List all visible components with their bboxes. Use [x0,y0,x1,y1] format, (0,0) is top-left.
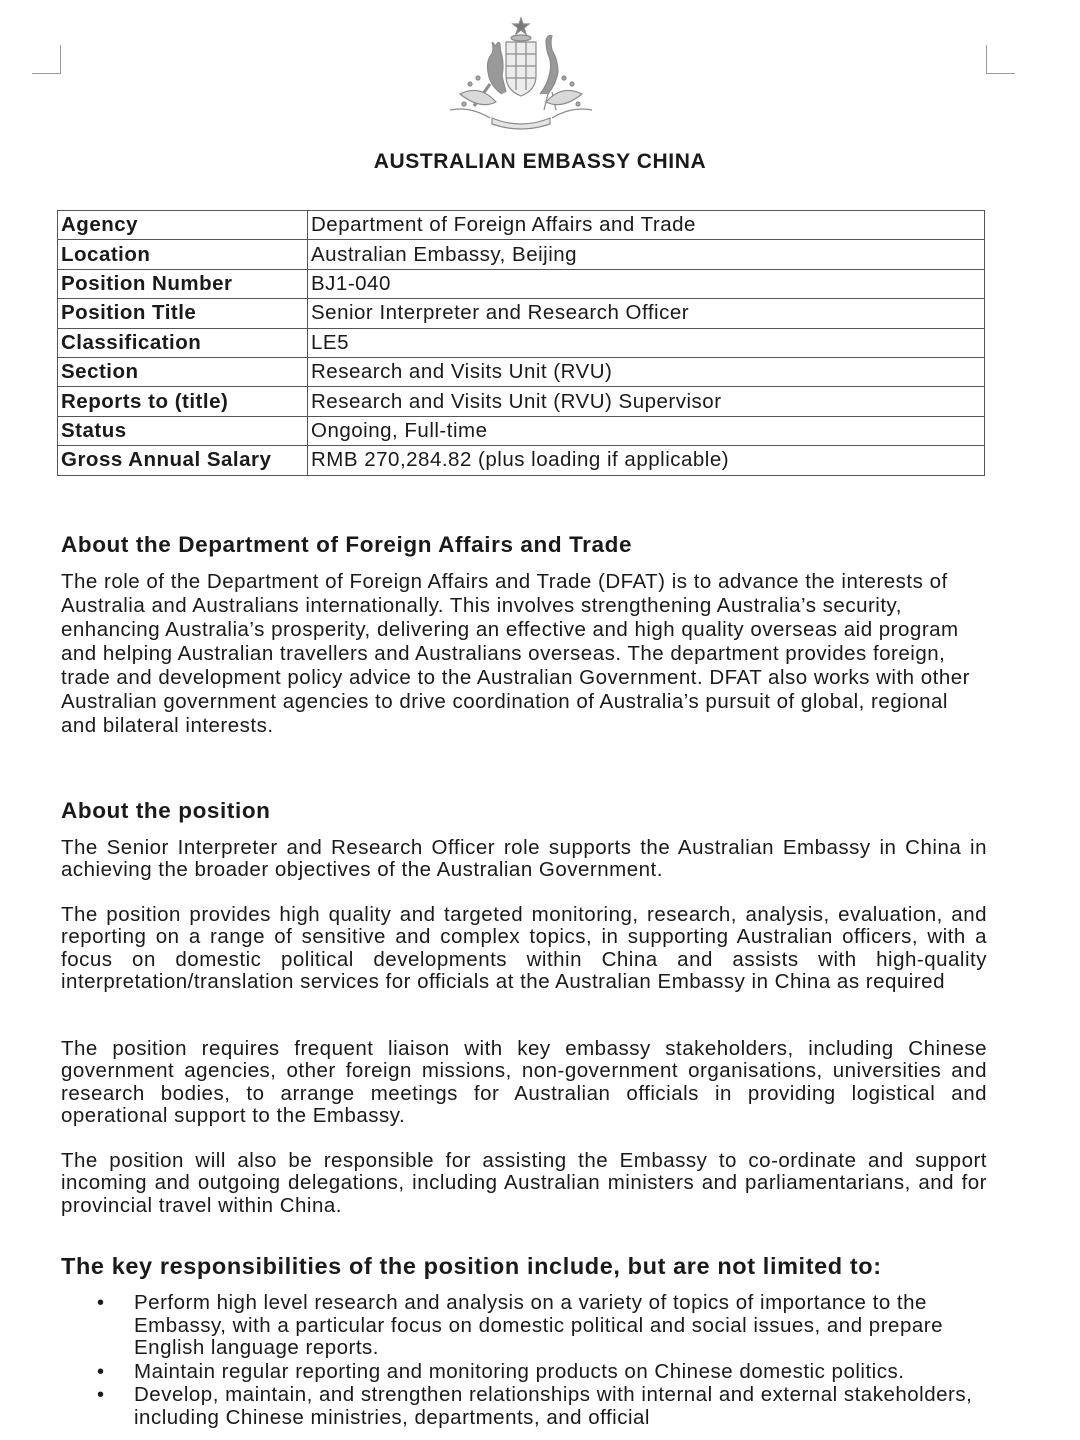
table-row [58,387,985,416]
about-dfat-body-wrap [61,570,987,738]
detail-value: Australian Embassy, Beijing [308,240,985,269]
table-row [58,416,985,445]
detail-value: Ongoing, Full-time [308,416,985,445]
about-dfat-section [61,532,987,558]
position-paragraph-3-wrap [61,1038,987,1127]
coat-of-arms-icon [440,14,602,132]
position-paragraph: The Senior Interpreter and Research Officer role supports the Australian Embassy in China in achieving the broader objectives of the Australian Government. [61,836,987,882]
position-paragraph-4-wrap [61,1150,987,1217]
bullet-icon: • [97,1360,105,1383]
position-paragraph: The position provides high quality and targeted monitoring, research, analysis, evaluation, and reporting on a range of sensitive and complex topics, in supporting Australian officers, with a focus on domestic political developments within China and assists with high-quality interpretation/translation services for officials at the Australian Embassy in China as required [61,903,987,993]
position-paragraph: The position requires frequent liaison with key embassy stakeholders, including Chinese government agencies, other foreign missions, non-government organisations, universities and research bodies, to arrange meetings for Australian officials in providing logistical and operational support to the Embassy. [61,1037,987,1127]
table-row [58,446,985,475]
detail-value: Research and Visits Unit (RVU) Supervisor [308,387,985,416]
detail-label: Reports to (title) [58,387,308,416]
list-item [61,1384,987,1429]
detail-value: Department of Foreign Affairs and Trade [308,211,985,240]
responsibilities-list [61,1292,987,1430]
table-row [58,211,985,240]
list-item [61,1361,987,1384]
detail-label: Status [58,416,308,445]
responsibilities-section [61,1253,987,1280]
about-dfat-heading: About the Department of Foreign Affairs and Trade [61,532,633,557]
position-details-table [57,210,985,476]
detail-value: RMB 270,284.82 (plus loading if applicable) [308,446,985,475]
about-position-heading: About the position [61,798,271,823]
detail-value: Research and Visits Unit (RVU) [308,357,985,386]
position-paragraph-1-wrap [61,837,987,882]
detail-label: Section [58,357,308,386]
detail-value: Senior Interpreter and Research Officer [308,299,985,328]
detail-label: Gross Annual Salary [58,446,308,475]
position-paragraph-2-wrap [61,904,987,993]
crop-mark-left [32,45,61,74]
table-row [58,269,985,298]
bullet-icon: • [97,1292,105,1314]
list-item [61,1292,987,1360]
detail-label: Position Number [58,269,308,298]
detail-label: Position Title [58,299,308,328]
table-row [58,240,985,269]
list-item-text: Develop, maintain, and strengthen relationships with internal and external stakeholders, including Chinese ministries, departments, and official [134,1383,973,1429]
detail-value: LE5 [308,328,985,357]
table-row [58,357,985,386]
table-row [58,328,985,357]
table-row [58,299,985,328]
embassy-title: AUSTRALIAN EMBASSY CHINA [373,150,707,173]
detail-label: Classification [58,328,308,357]
detail-label: Agency [58,211,308,240]
detail-label: Location [58,240,308,269]
list-item-text: Maintain regular reporting and monitoring products on Chinese domestic politics. [134,1359,905,1383]
bullet-icon: • [97,1384,105,1406]
about-dfat-body: The role of the Department of Foreign Affairs and Trade (DFAT) is to advance the interests of Australia and Australians internationally. This involves strengthening Australia’s security, enhancing Australia’s prosperity, delivering an effective and high quality overseas aid program and helping Australian travellers and Australians overseas. The department provides foreign, trade and development policy advice to the Australian Government. DFAT also works with other Australian government agencies to drive coordination of Australia’s pursuit of global, regional and bilateral interests. [61,570,970,737]
detail-value: BJ1-040 [308,269,985,298]
crop-mark-right [986,45,1015,74]
list-item-text: Perform high level research and analysis on a variety of topics of importance to the Embassy, with a particular focus on domestic political and social issues, and prepare English language reports. [134,1291,943,1359]
position-paragraph: The position will also be responsible for assisting the Embassy to co-ordinate and support incoming and outgoing delegations, including Australian ministers and parliamentarians, and for provincial travel within China. [61,1149,987,1217]
responsibilities-heading: The key responsibilities of the position include, but are not limited to: [61,1253,882,1279]
about-position-section [61,798,987,824]
